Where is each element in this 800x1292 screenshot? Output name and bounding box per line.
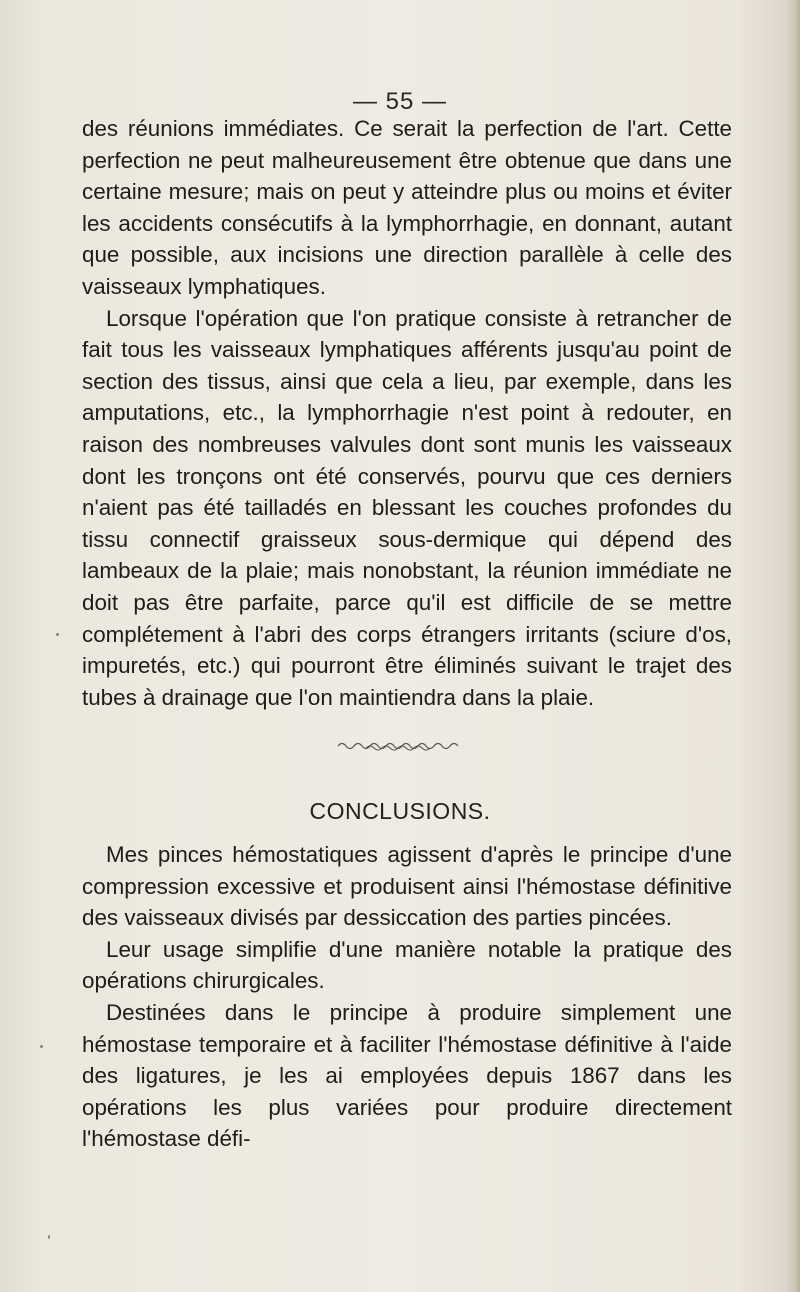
paper-speck (40, 1045, 43, 1048)
section-heading: CONCLUSIONS. (309, 798, 491, 824)
paper-speck (48, 1235, 50, 1239)
decorative-wavy-rule (336, 740, 464, 752)
page-edge-shadow (786, 0, 800, 1292)
body-text-section (82, 113, 732, 713)
paragraph: des réunions immédiates. Ce serait la perfection de l'art. Cette perfection ne peut malheureusement être obtenue que dans une certaine mesure; mais on peut y atteindre plus ou moins et éviter les accidents consécutifs à la lymphorrhagie, en donnant, autant que possible, aux incisions une direction parallèle à celle des vaisseaux lymphatiques. (82, 116, 732, 299)
conclusions-text (82, 839, 732, 1155)
paragraph: Mes pinces hémostatiques agissent d'après le principe d'une compression excessive et produisent ainsi l'hémostase définitive des vaisseaux divisés par dessiccation des parties pincées. (82, 842, 732, 931)
paragraph: Destinées dans le principe à produire simplement une hémostase temporaire et à faciliter l'hémostase définitive à l'aide des ligatures, je les ai employées depuis 1867 dans les opérations les plus variées pour produire directement l'hémostase défi- (82, 999, 732, 1152)
paper-speck (56, 633, 59, 636)
page-number: — 55 — (352, 88, 448, 115)
paragraph: Lorsque l'opération que l'on pratique consiste à retrancher de fait tous les vaisseaux lymphatiques afférents jusqu'au point de section des tissus, ainsi que cela a lieu, par exemple, dans les amputations, etc., la lymphorrhagie n'est point à redouter, en raison des nombreuses valvules dont sont munis les vaisseaux dont les tronçons ont été conservés, pourvu que ces derniers n'aient pas été tailladés en blessant les couches profondes du tissu connectif graisseux sous-dermique qui dépend des lambeaux de la plaie; mais nonobstant, la réunion immédiate ne doit pas être parfaite, parce qu'il est difficile de se mettre complétement à l'abri des corps étrangers irritants (sciure d'os, impuretés, etc.) qui pourront être éliminés suivant le trajet des tubes à drainage que l'on maintiendra dans la plaie. (82, 305, 732, 710)
paragraph: Leur usage simplifie d'une manière notable la pratique des opérations chirurgicales. (82, 936, 732, 994)
